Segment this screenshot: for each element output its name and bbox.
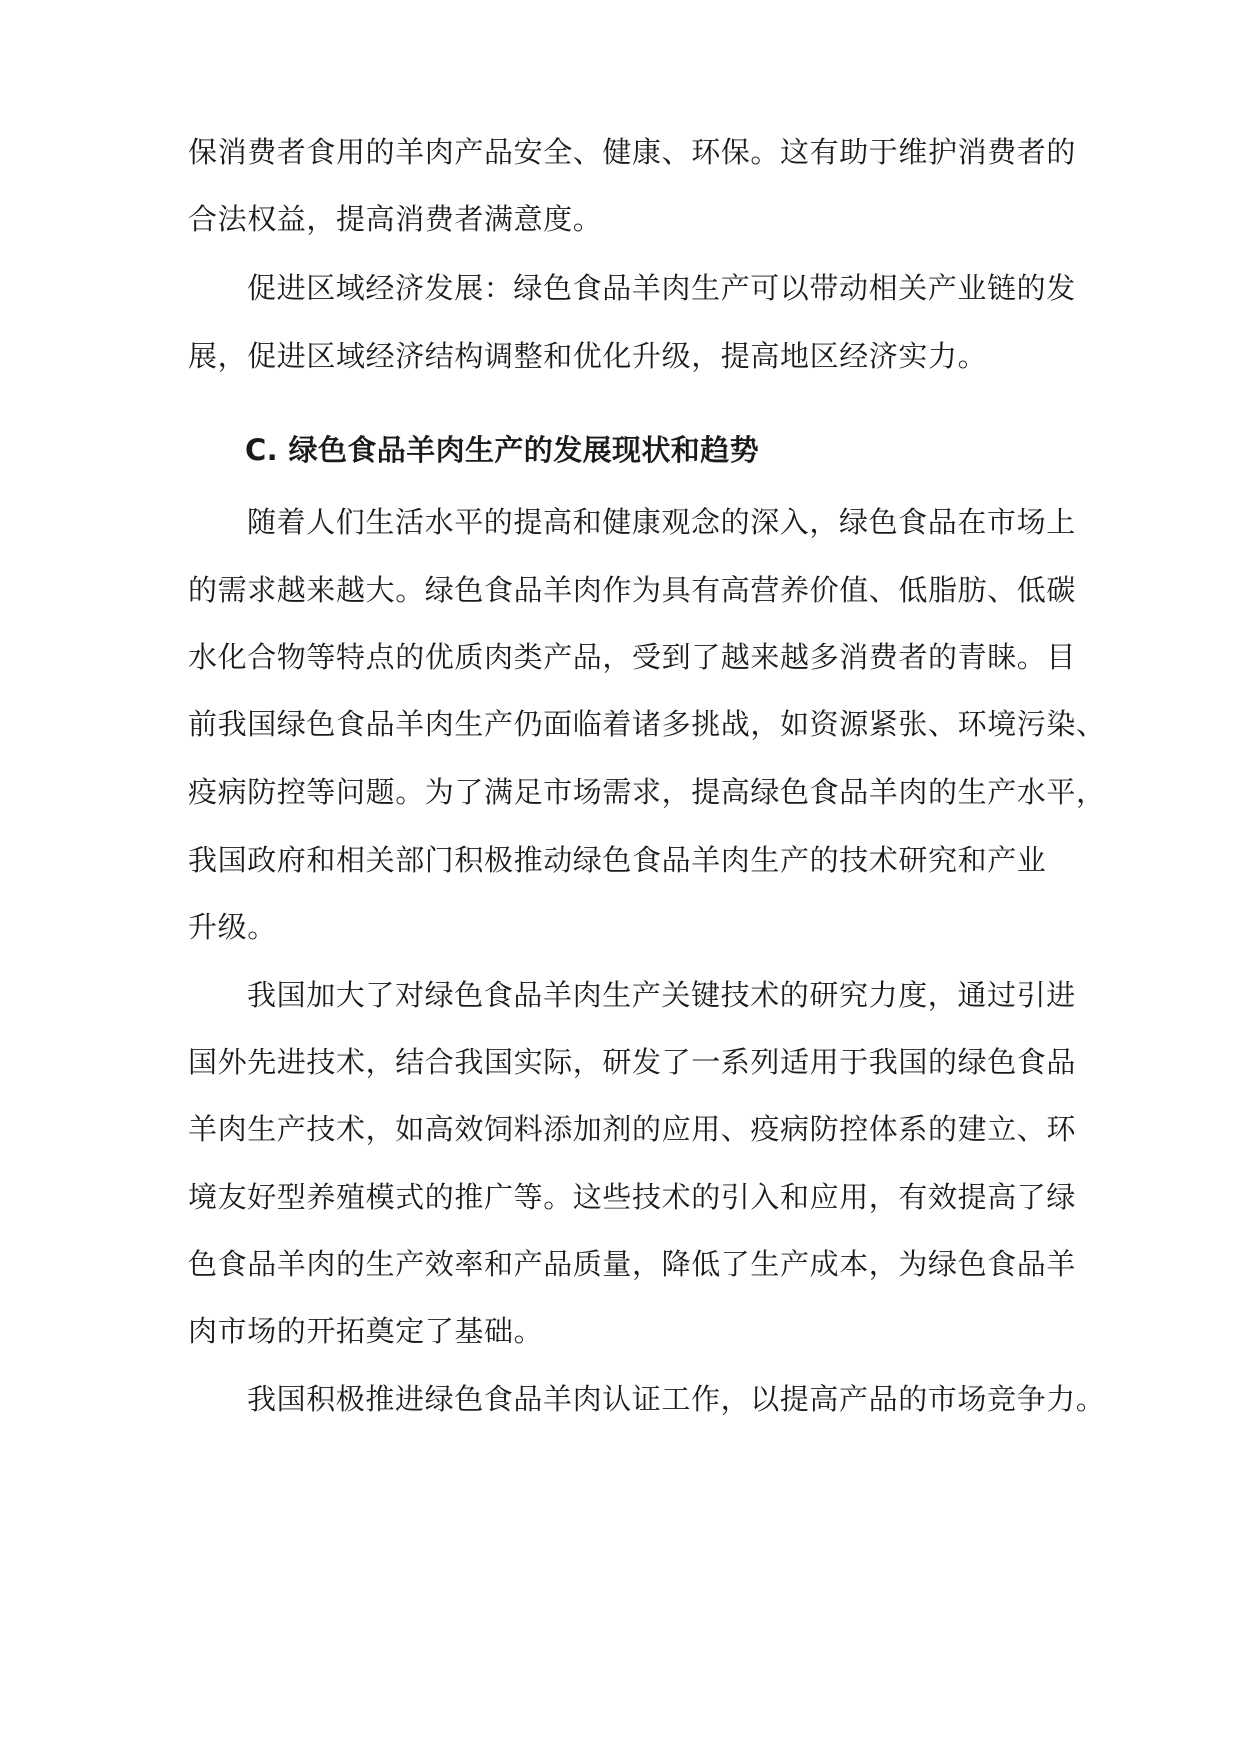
- section-heading: C. 绿色食品羊肉生产的发展现状和趋势: [245, 433, 759, 467]
- paragraph-3-line-5: 疫病防控等问题。为了满足市场需求，提高绿色食品羊肉的生产水平，: [188, 775, 1106, 809]
- paragraph-3-line-4: 前我国绿色食品羊肉生产仍面临着诸多挑战，如资源紧张、环境污染、: [188, 707, 1106, 741]
- paragraph-3-line-7: 升级。: [188, 910, 277, 944]
- paragraph-1-line-2: 合法权益，提高消费者满意度。: [188, 202, 603, 236]
- paragraph-4-line-4: 境友好型养殖模式的推广等。这些技术的引入和应用，有效提高了绿: [188, 1180, 1077, 1214]
- paragraph-4-line-5: 色食品羊肉的生产效率和产品质量，降低了生产成本，为绿色食品羊: [188, 1247, 1077, 1281]
- paragraph-3-line-2: 的需求越来越大。绿色食品羊肉作为具有高营养价值、低脂肪、低碳: [188, 573, 1077, 607]
- paragraph-4-line-1: 我国加大了对绿色食品羊肉生产关键技术的研究力度，通过引进: [247, 978, 1076, 1012]
- paragraph-4-line-3: 羊肉生产技术，如高效饲料添加剂的应用、疫病防控体系的建立、环: [188, 1112, 1077, 1146]
- paragraph-2-line-1: 促进区域经济发展：绿色食品羊肉生产可以带动相关产业链的发: [247, 271, 1076, 305]
- paragraph-5-line-1: 我国积极推进绿色食品羊肉认证工作，以提高产品的市场竞争力。: [247, 1382, 1106, 1416]
- paragraph-3-line-6: 我国政府和相关部门积极推动绿色食品羊肉生产的技术研究和产业: [188, 843, 1047, 877]
- paragraph-2-line-2: 展，促进区域经济结构调整和优化升级，提高地区经济实力。: [188, 339, 988, 373]
- paragraph-3-line-1: 随着人们生活水平的提高和健康观念的深入，绿色食品在市场上: [247, 505, 1076, 539]
- paragraph-4-line-2: 国外先进技术，结合我国实际，研发了一系列适用于我国的绿色食品: [188, 1045, 1077, 1079]
- paragraph-4-line-6: 肉市场的开拓奠定了基础。: [188, 1314, 544, 1348]
- paragraph-1-line-1: 保消费者食用的羊肉产品安全、健康、环保。这有助于维护消费者的: [188, 135, 1077, 169]
- paragraph-3-line-3: 水化合物等特点的优质肉类产品，受到了越来越多消费者的青睐。目: [188, 640, 1077, 674]
